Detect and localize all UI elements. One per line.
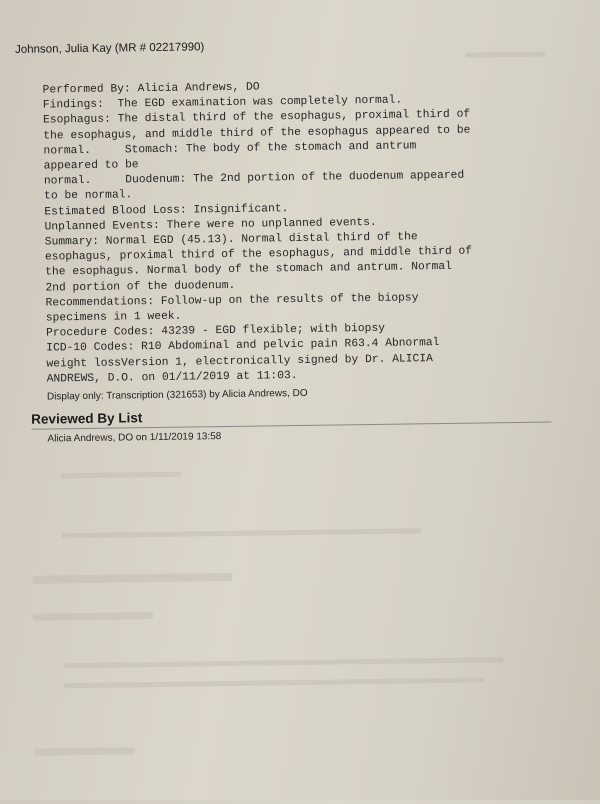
reviewed-by-heading: Reviewed By List [31, 410, 143, 427]
bleed-through-mark [465, 52, 545, 58]
bleed-through-mark [64, 657, 504, 668]
report-line: ICD-10 Codes: R10 Abdominal and pelvic pain R63.4 Abnormal [46, 337, 440, 355]
report-line: Unplanned Events: There were no unplanned events. [44, 216, 377, 234]
report-line: ANDREWS, D.O. on 01/11/2019 at 11:03. [46, 369, 298, 386]
report-line: 2nd portion of the duodenum. [45, 279, 236, 295]
report-line: the esophagus. Normal body of the stomach and antrum. Normal [45, 261, 453, 279]
report-line: the esophagus, and middle third of the esophagus appeared to be [43, 124, 471, 143]
reviewed-by-entry: Alicia Andrews, DO on 1/11/2019 13:58 [47, 431, 222, 445]
report-line: specimens in 1 week. [45, 310, 182, 325]
display-only-note: Display only: Transcription (321653) by Alicia Andrews, DO [46, 387, 308, 403]
bleed-through-mark [33, 612, 153, 621]
report-line: normal. Stomach: The body of the stomach and antrum [43, 140, 417, 158]
report-line: appeared to be [43, 159, 139, 173]
bleed-through-mark [61, 472, 181, 479]
report-line: weight lossVersion 1, electronically signed by Dr. ALICIA [46, 352, 433, 371]
report-line: Findings: The EGD examination was completely normal. [42, 94, 403, 112]
patient-header: Johnson, Julia Kay (MR # 02217990) [15, 41, 205, 56]
report-line: Procedure Codes: 43239 - EGD flexible; with biopsy [45, 323, 386, 340]
bleed-through-mark [64, 677, 484, 688]
report-line: Recommendations: Follow-up on the results of the biopsy [45, 292, 419, 310]
report-line: Performed By: Alicia Andrews, DO [42, 81, 260, 97]
report-line: to be normal. [44, 189, 133, 203]
report-line: Summary: Normal EGD (45.13). Normal distal third of the [44, 231, 418, 249]
bleed-through-mark [32, 573, 232, 584]
bleed-through-mark [35, 747, 135, 755]
report-line: Esophagus: The distal third of the esophagus, proximal third of [42, 109, 471, 127]
report-line: Estimated Blood Loss: Insignificant. [44, 202, 289, 219]
report-line: esophagus, proximal third of the esophagus, and middle third of [44, 245, 473, 264]
report-line: normal. Duodenum: The 2nd portion of the duodenum appeared [43, 169, 465, 188]
bleed-through-mark [62, 528, 422, 538]
procedure-report [43, 77, 547, 388]
